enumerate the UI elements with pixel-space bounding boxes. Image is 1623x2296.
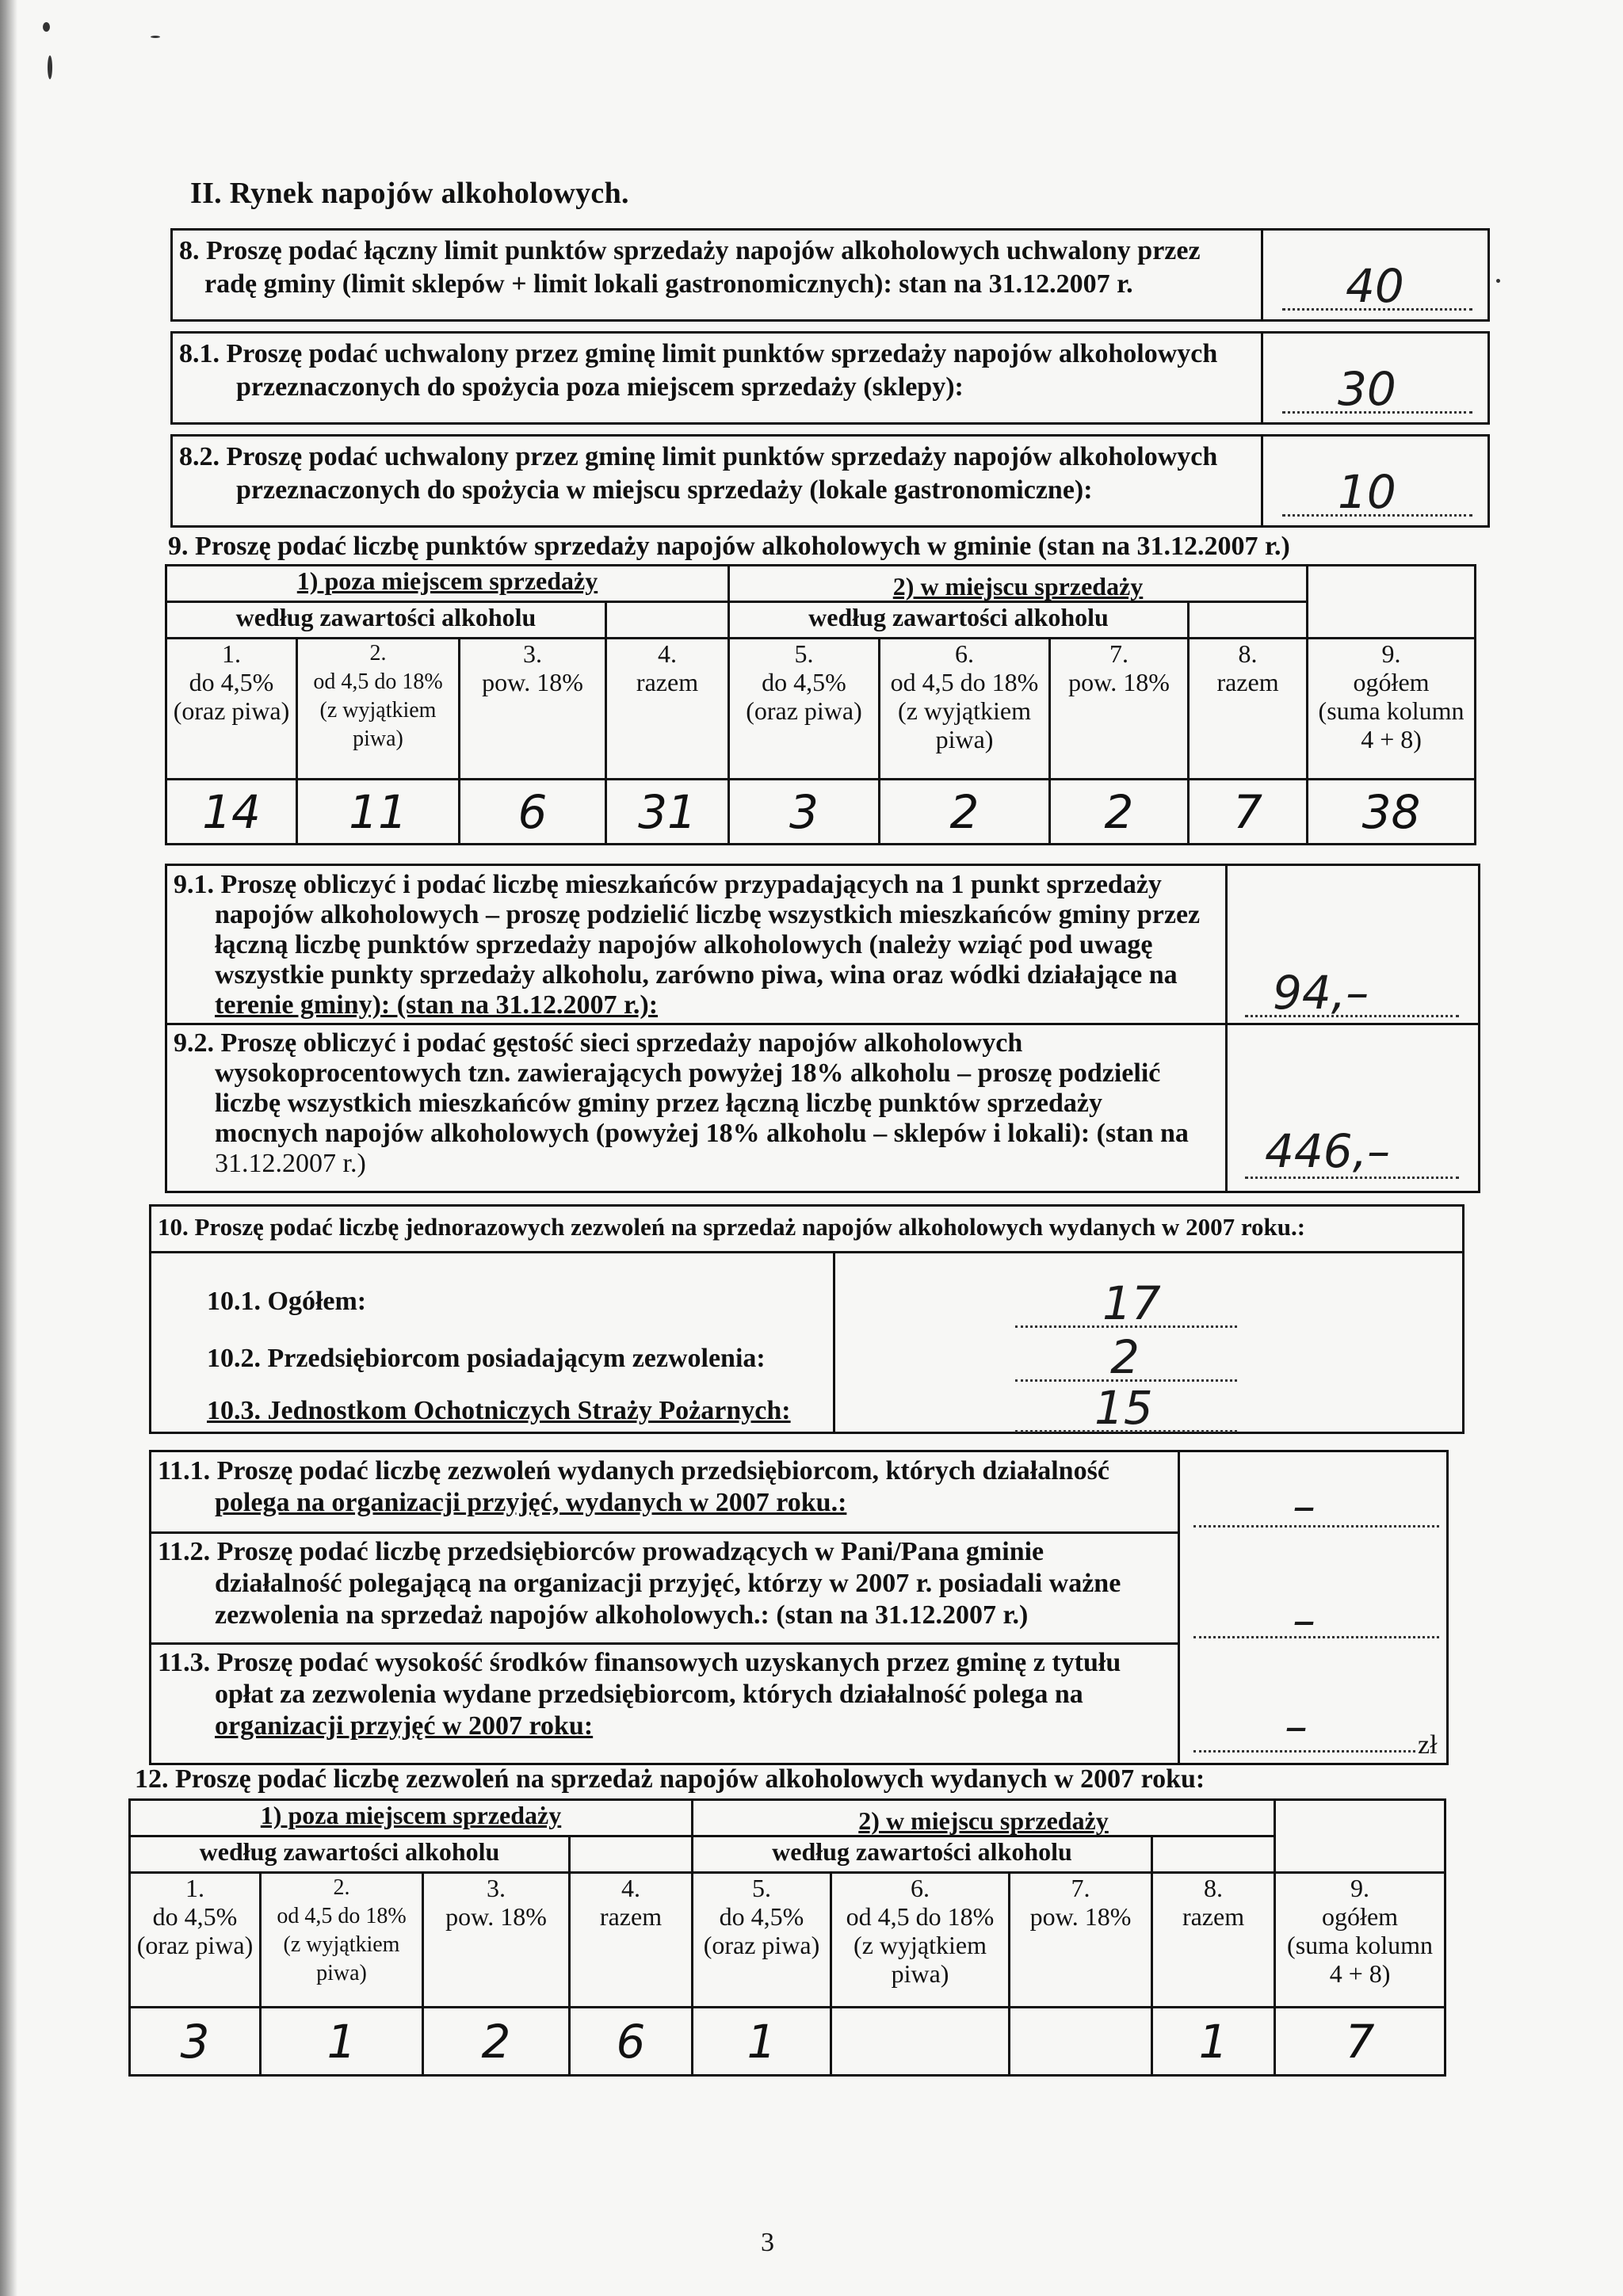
scan-speck bbox=[43, 22, 50, 32]
q9-col-4-header: 4. razem bbox=[606, 639, 729, 780]
q11-3-unit: zł bbox=[1418, 1730, 1438, 1760]
q9-subgroup-2: według zawartości alkoholu bbox=[729, 602, 1189, 639]
q12-col-4-header: 4. razem bbox=[570, 1873, 693, 2008]
question-8-2-text-line1: 8.2. Proszę podać uchwalony przez gminę limit punktów sprzedaży napojów alkoholowych bbox=[179, 442, 1218, 471]
q12-col-9-header: 9. ogółem (suma kolumn 4 + 8) bbox=[1275, 1873, 1445, 2008]
q9-1-line-4: wszystkie punkty sprzedaży alkoholu, zarówno piwa, wina oraz wódki działające na bbox=[215, 960, 1178, 990]
q11-2-line-1: 11.2. Proszę podać liczbę przedsiębiorców prowadzących w Pani/Pana gminie bbox=[158, 1537, 1044, 1566]
q12-value-col-4: 6 bbox=[570, 2008, 693, 2076]
q9-col-5-header: 5. do 4,5% (oraz piwa) bbox=[729, 639, 880, 780]
q12-value-col-7 bbox=[1010, 2008, 1152, 2076]
q9-group-header-1: 1) poza miejscem sprzedaży bbox=[166, 566, 729, 602]
q9-col-2-header: 2. od 4,5 do 18% (z wyjątkiem piwa) bbox=[297, 639, 460, 780]
q11-1-line-1: 11.1. Proszę podać liczbę zezwoleń wydanych przedsiębiorcom, których działalność bbox=[158, 1456, 1109, 1486]
q9-1-line-3: łączną liczbę punktów sprzedaży napojów alkoholowych (należy wziąć pod uwagę bbox=[215, 930, 1153, 959]
q9-2-line-5: 31.12.2007 r.) bbox=[215, 1149, 366, 1178]
q9-col-3-header: 3. pow. 18% bbox=[460, 639, 606, 780]
q12-value-col-2: 1 bbox=[261, 2008, 423, 2076]
q12-col-5-header: 5. do 4,5% (oraz piwa) bbox=[693, 1873, 831, 2008]
question-12-table bbox=[128, 1798, 1446, 2077]
question-9-table bbox=[165, 564, 1476, 845]
q9-col-6-header: 6. od 4,5 do 18% (z wyjątkiem piwa) bbox=[880, 639, 1050, 780]
answer-divider bbox=[1178, 1452, 1180, 1763]
answer-dotted-line bbox=[1193, 1525, 1439, 1527]
q9-value-col-6: 2 bbox=[880, 780, 1050, 845]
q9-value-col-7: 2 bbox=[1050, 780, 1189, 845]
question-8-2-box bbox=[170, 434, 1490, 528]
q9-value-col-9: 38 bbox=[1308, 780, 1476, 845]
q9-col-1-header: 1. do 4,5% (oraz piwa) bbox=[166, 639, 297, 780]
q12-col-8-header: 8. razem bbox=[1152, 1873, 1275, 2008]
answer-divider bbox=[1261, 231, 1263, 319]
q12-col-1-header: 1. do 4,5% (oraz piwa) bbox=[130, 1873, 261, 2008]
q12-value-col-6 bbox=[831, 2008, 1010, 2076]
q12-value-col-8: 1 bbox=[1152, 2008, 1275, 2076]
q9-value-col-4: 31 bbox=[606, 780, 729, 845]
question-8-1-box bbox=[170, 331, 1490, 425]
q9-value-col-8: 7 bbox=[1189, 780, 1308, 845]
q9-1-line-1: 9.1. Proszę obliczyć i podać liczbę mieszkańców przypadających na 1 punkt sprzedaży bbox=[174, 870, 1162, 899]
q9-value-col-1: 14 bbox=[166, 780, 297, 845]
row-divider bbox=[167, 1023, 1478, 1025]
question-9-1-9-2-box bbox=[165, 864, 1480, 1193]
question-8-2-text-line2: przeznaczonych do spożycia w miejscu sprzedaży (lokale gastronomiczne): bbox=[236, 475, 1093, 505]
question-8-1-answer: 30 bbox=[1338, 362, 1396, 416]
q12-empty-cell bbox=[570, 1836, 693, 1873]
column-divider bbox=[833, 1251, 835, 1432]
q9-col-8-header: 8. razem bbox=[1189, 639, 1308, 780]
q12-subgroup-2: według zawartości alkoholu bbox=[693, 1836, 1152, 1873]
question-9-title: 9. Proszę podać liczbę punktów sprzedaży napojów alkoholowych w gminie (stan na 31.12.2007 r.) bbox=[168, 532, 1290, 561]
scan-speck bbox=[48, 55, 52, 79]
question-8-2-answer: 10 bbox=[1338, 465, 1396, 519]
scan-speck bbox=[1496, 279, 1500, 283]
question-8-text-line1: 8. Proszę podać łączny limit punktów sprzedaży napojów alkoholowych uchwalony przez bbox=[179, 236, 1201, 265]
row-divider bbox=[151, 1251, 1462, 1253]
q12-col-2-header: 2. od 4,5 do 18% (z wyjątkiem piwa) bbox=[261, 1873, 423, 2008]
q11-2-line-3: zezwolenia na sprzedaż napojów alkoholowych.: (stan na 31.12.2007 r.) bbox=[215, 1600, 1029, 1630]
question-8-text-line2: radę gminy (limit sklepów + limit lokali gastronomicznych): stan na 31.12.2007 r. bbox=[204, 269, 1133, 299]
q12-col-3-header: 3. pow. 18% bbox=[423, 1873, 570, 2008]
q9-empty-cell bbox=[606, 602, 729, 639]
q9-1-line-2: napojów alkoholowych – proszę podzielić liczbę wszystkich mieszkańców gminy przez bbox=[215, 900, 1201, 929]
q12-col-7-header: 7. pow. 18% bbox=[1010, 1873, 1152, 2008]
section-title: II. Rynek napojów alkoholowych. bbox=[190, 177, 629, 210]
q12-empty-header bbox=[1275, 1800, 1445, 1873]
q9-value-col-2: 11 bbox=[297, 780, 460, 845]
q9-1-answer: 94,– bbox=[1273, 966, 1369, 1020]
q11-3-answer: – bbox=[1285, 1699, 1308, 1753]
q12-value-col-5: 1 bbox=[693, 2008, 831, 2076]
q9-empty-cell bbox=[1189, 602, 1308, 639]
q9-value-col-3: 6 bbox=[460, 780, 606, 845]
scan-edge-shadow bbox=[0, 0, 19, 2296]
q11-1-answer: – bbox=[1293, 1479, 1316, 1533]
answer-dotted-line bbox=[1193, 1636, 1439, 1638]
q12-empty-cell bbox=[1152, 1836, 1275, 1873]
answer-divider bbox=[1225, 866, 1228, 1191]
question-8-1-text-line2: przeznaczonych do spożycia poza miejscem sprzedaży (sklepy): bbox=[236, 372, 964, 402]
q12-group-header-1: 1) poza miejscem sprzedaży bbox=[130, 1800, 693, 1836]
q11-3-line-3: organizacji przyjęć w 2007 roku: bbox=[215, 1711, 594, 1741]
q11-2-answer: – bbox=[1293, 1593, 1316, 1647]
question-8-answer: 40 bbox=[1346, 259, 1404, 313]
q9-empty-header bbox=[1308, 566, 1476, 639]
scan-speck bbox=[151, 36, 160, 38]
q12-group-header-2: 2) w miejscu sprzedaży bbox=[693, 1800, 1275, 1836]
q12-value-col-3: 2 bbox=[423, 2008, 570, 2076]
q12-col-6-header: 6. od 4,5 do 18% (z wyjątkiem piwa) bbox=[831, 1873, 1010, 2008]
q12-subgroup-1: według zawartości alkoholu bbox=[130, 1836, 570, 1873]
row-divider bbox=[151, 1531, 1178, 1534]
q10-1-value: 17 bbox=[1102, 1276, 1161, 1330]
q11-1-line-2: polega na organizacji przyjęć, wydanych w 2007 roku.: bbox=[215, 1488, 847, 1517]
q9-col-7-header: 7. pow. 18% bbox=[1050, 639, 1189, 780]
q9-1-line-5: terenie gminy): (stan na 31.12.2007 r.): bbox=[215, 990, 659, 1020]
q9-2-line-3: liczbę wszystkich mieszkańców gminy przez łączną liczbę punktów sprzedaży bbox=[215, 1089, 1102, 1118]
row-divider bbox=[151, 1642, 1178, 1645]
question-10-box bbox=[149, 1204, 1465, 1434]
page-number: 3 bbox=[761, 2228, 774, 2257]
q10-1-label: 10.1. Ogółem: bbox=[207, 1287, 367, 1316]
question-10-title: 10. Proszę podać liczbę jednorazowych zezwoleń na sprzedaż napojów alkoholowych wydanych w 2007 roku.: bbox=[158, 1213, 1306, 1241]
question-8-1-text-line1: 8.1. Proszę podać uchwalony przez gminę limit punktów sprzedaży napojów alkoholowych bbox=[179, 339, 1218, 368]
q9-value-col-5: 3 bbox=[729, 780, 880, 845]
answer-divider bbox=[1261, 334, 1263, 422]
question-11-box bbox=[149, 1450, 1449, 1765]
q9-group-header-2: 2) w miejscu sprzedaży bbox=[729, 566, 1308, 602]
q9-2-line-4: mocnych napojów alkoholowych (powyżej 18% alkoholu – sklepów i lokali): (stan na bbox=[215, 1119, 1189, 1148]
answer-divider bbox=[1261, 437, 1263, 525]
q10-2-label: 10.2. Przedsiębiorcom posiadającym zezwolenia: bbox=[207, 1344, 766, 1373]
q10-2-value: 2 bbox=[1110, 1330, 1140, 1384]
question-8-box bbox=[170, 228, 1490, 322]
q9-subgroup-1: według zawartości alkoholu bbox=[166, 602, 606, 639]
q11-2-line-2: działalność polegającą na organizacji przyjęć, którzy w 2007 r. posiadali ważne bbox=[215, 1569, 1121, 1598]
q9-2-line-2: wysokoprocentowych tzn. zawierających powyżej 18% alkoholu – proszę podzielić bbox=[215, 1058, 1161, 1088]
q10-3-value: 15 bbox=[1094, 1381, 1153, 1435]
q11-3-line-2: opłat za zezwolenia wydane przedsiębiorcom, których działalność polega na bbox=[215, 1680, 1083, 1709]
q9-col-9-header: 9. ogółem (suma kolumn 4 + 8) bbox=[1308, 639, 1476, 780]
q12-value-col-1: 3 bbox=[130, 2008, 261, 2076]
q9-2-answer: 446,– bbox=[1265, 1124, 1391, 1178]
q12-value-col-9: 7 bbox=[1275, 2008, 1445, 2076]
q9-2-line-1: 9.2. Proszę obliczyć i podać gęstość sieci sprzedaży napojów alkoholowych bbox=[174, 1028, 1023, 1058]
q11-3-line-1: 11.3. Proszę podać wysokość środków finansowych uzyskanych przez gminę z tytułu bbox=[158, 1648, 1121, 1677]
question-12-title: 12. Proszę podać liczbę zezwoleń na sprzedaż napojów alkoholowych wydanych w 2007 roku: bbox=[135, 1764, 1205, 1794]
q10-3-label: 10.3. Jednostkom Ochotniczych Straży Pożarnych: bbox=[207, 1396, 791, 1425]
